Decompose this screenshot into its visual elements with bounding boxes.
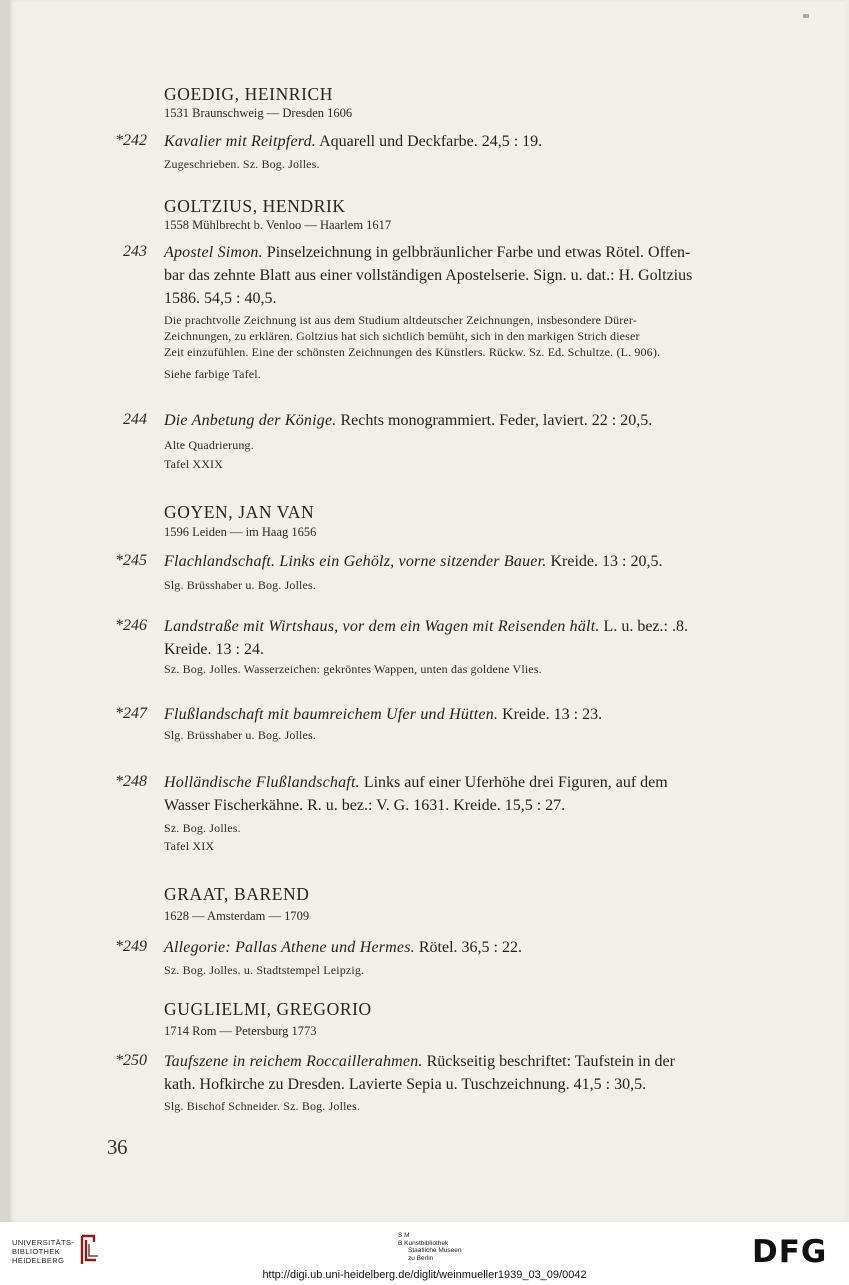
- artist-name: GOYEN, JAN VAN: [164, 502, 315, 522]
- lot-note: Sz. Bog. Jolles. u. Stadtstempel Leipzig.: [164, 963, 365, 977]
- lot-description: Kavalier mit Reitpferd. Aquarell und Deckfarbe. 24,5 : 19.: [164, 133, 543, 150]
- lot-description: Allegorie: Pallas Athene und Hermes. Rötel. 36,5 : 22.: [164, 939, 522, 956]
- dfg-logo: DFG: [752, 1234, 828, 1270]
- artist-name: GUGLIELMI, GREGORIO: [164, 999, 372, 1019]
- lot-title: Apostel Simon.: [164, 244, 263, 261]
- lot-note: Zeichnungen, zu erklären. Goltzius hat sich sichtlich bemüht, sich in den markigen Strich dieser: [164, 329, 640, 343]
- university-library-label: UNIVERSITÄTS- BIBLIOTHEK HEIDELBERG: [12, 1238, 75, 1265]
- lot-description: Flußlandschaft mit baumreichem Ufer und Hütten. Kreide. 13 : 23.: [164, 706, 603, 723]
- artist-name: GOLTZIUS, HENDRIK: [164, 196, 346, 216]
- artist-dates: 1558 Mühlbrecht b. Venloo — Haarlem 1617: [164, 218, 392, 232]
- lot-note: Die prachtvolle Zeichnung ist aus dem Studium altdeutscher Zeichnungen, insbesondere Dürer-: [164, 313, 637, 327]
- lot-note: Siehe farbige Tafel.: [164, 367, 261, 381]
- lot-title: Holländische Flußlandschaft.: [164, 774, 360, 791]
- lot-description-line: Wasser Fischerkähne. R. u. bez.: V. G. 1631. Kreide. 15,5 : 27.: [164, 797, 566, 814]
- plate-reference: Tafel XXIX: [164, 457, 223, 471]
- lot-note: Alte Quadrierung.: [164, 438, 254, 452]
- corner-mark: [803, 14, 809, 18]
- artist-name: GRAAT, BAREND: [164, 884, 310, 904]
- artist-name: GOEDIG, HEINRICH: [164, 84, 334, 104]
- page-number: 36: [107, 1135, 127, 1159]
- artist-dates: 1596 Leiden — im Haag 1656: [164, 525, 317, 539]
- kunstbibliothek-logo: S M B Kunstbibliothek Staatliche Museen zu Berlin: [398, 1232, 462, 1262]
- page-edge: [0, 0, 10, 1222]
- lot-number: *249: [115, 938, 147, 955]
- plate-reference: Tafel XIX: [164, 839, 215, 853]
- lot-title: Taufszene in reichem Roccaillerahmen.: [164, 1053, 423, 1070]
- lot-number: 244: [123, 411, 147, 428]
- lot-number: *245: [115, 552, 147, 569]
- lot-description: Flachlandschaft. Links ein Gehölz, vorne sitzender Bauer. Kreide. 13 : 20,5.: [164, 553, 663, 570]
- lot-number: *247: [115, 705, 147, 722]
- lot-title: Allegorie: Pallas Athene und Hermes.: [164, 939, 415, 956]
- lot-note: Sz. Bog. Jolles.: [164, 821, 241, 835]
- artist-dates: 1628 — Amsterdam — 1709: [164, 909, 310, 923]
- lot-description: Die Anbetung der Könige. Rechts monogrammiert. Feder, laviert. 22 : 20,5.: [164, 412, 653, 429]
- lot-title: Landstraße mit Wirtshaus, vor dem ein Wagen mit Reisenden hält.: [164, 618, 600, 635]
- university-library-logo-icon: [78, 1234, 100, 1266]
- footer-bar: [0, 1222, 849, 1285]
- lot-description-line: 1586. 54,5 : 40,5.: [164, 290, 277, 307]
- source-url-link[interactable]: http://digi.ub.uni-heidelberg.de/diglit/weinmueller1939_03_09/0042: [262, 1269, 587, 1281]
- artist-dates: 1714 Rom — Petersburg 1773: [164, 1024, 317, 1038]
- lot-description-line: kath. Hofkirche zu Dresden. Lavierte Sepia u. Tuschzeichnung. 41,5 : 30,5.: [164, 1076, 647, 1093]
- lot-note: Zeit einzufühlen. Eine der schönsten Zeichnungen des Künstlers. Rückw. Sz. Ed. Schultze. (L. 906).: [164, 345, 661, 359]
- lot-number: *242: [115, 132, 147, 149]
- lot-title: Flachlandschaft. Links ein Gehölz, vorne sitzender Bauer.: [164, 553, 547, 570]
- lot-description: Taufszene in reichem Roccaillerahmen. Rückseitig beschriftet: Taufstein in der: [164, 1053, 675, 1070]
- lot-title: Die Anbetung der Könige.: [164, 412, 337, 429]
- lot-title: Kavalier mit Reitpferd.: [164, 133, 316, 150]
- lot-number: *248: [115, 773, 147, 790]
- lot-number: 243: [123, 243, 147, 260]
- lot-description-line: Kreide. 13 : 24.: [164, 641, 264, 658]
- lot-number: *246: [115, 617, 147, 634]
- lot-note: Zugeschrieben. Sz. Bog. Jolles.: [164, 157, 320, 171]
- lot-description: Landstraße mit Wirtshaus, vor dem ein Wagen mit Reisenden hält. L. u. bez.: .8.: [164, 618, 688, 635]
- lot-title: Flußlandschaft mit baumreichem Ufer und Hütten.: [164, 706, 499, 723]
- lot-note: Slg. Bischof Schneider. Sz. Bog. Jolles.: [164, 1099, 360, 1113]
- lot-note: Sz. Bog. Jolles. Wasserzeichen: gekröntes Wappen, unten das goldene Vlies.: [164, 662, 542, 676]
- lot-description: Holländische Flußlandschaft. Links auf einer Uferhöhe drei Figuren, auf dem: [164, 774, 668, 791]
- lot-note: Slg. Brüsshaber u. Bog. Jolles.: [164, 578, 316, 592]
- lot-description-line: bar das zehnte Blatt aus einer vollständigen Apostelserie. Sign. u. dat.: H. Goltzius: [164, 267, 693, 284]
- lot-note: Slg. Brüsshaber u. Bog. Jolles.: [164, 728, 316, 742]
- artist-dates: 1531 Braunschweig — Dresden 1606: [164, 106, 353, 120]
- catalog-page: [10, 0, 845, 1222]
- lot-description: Apostel Simon. Pinselzeichnung in gelbbräunlicher Farbe und etwas Rötel. Offen-: [164, 244, 691, 261]
- lot-number: *250: [115, 1052, 147, 1069]
